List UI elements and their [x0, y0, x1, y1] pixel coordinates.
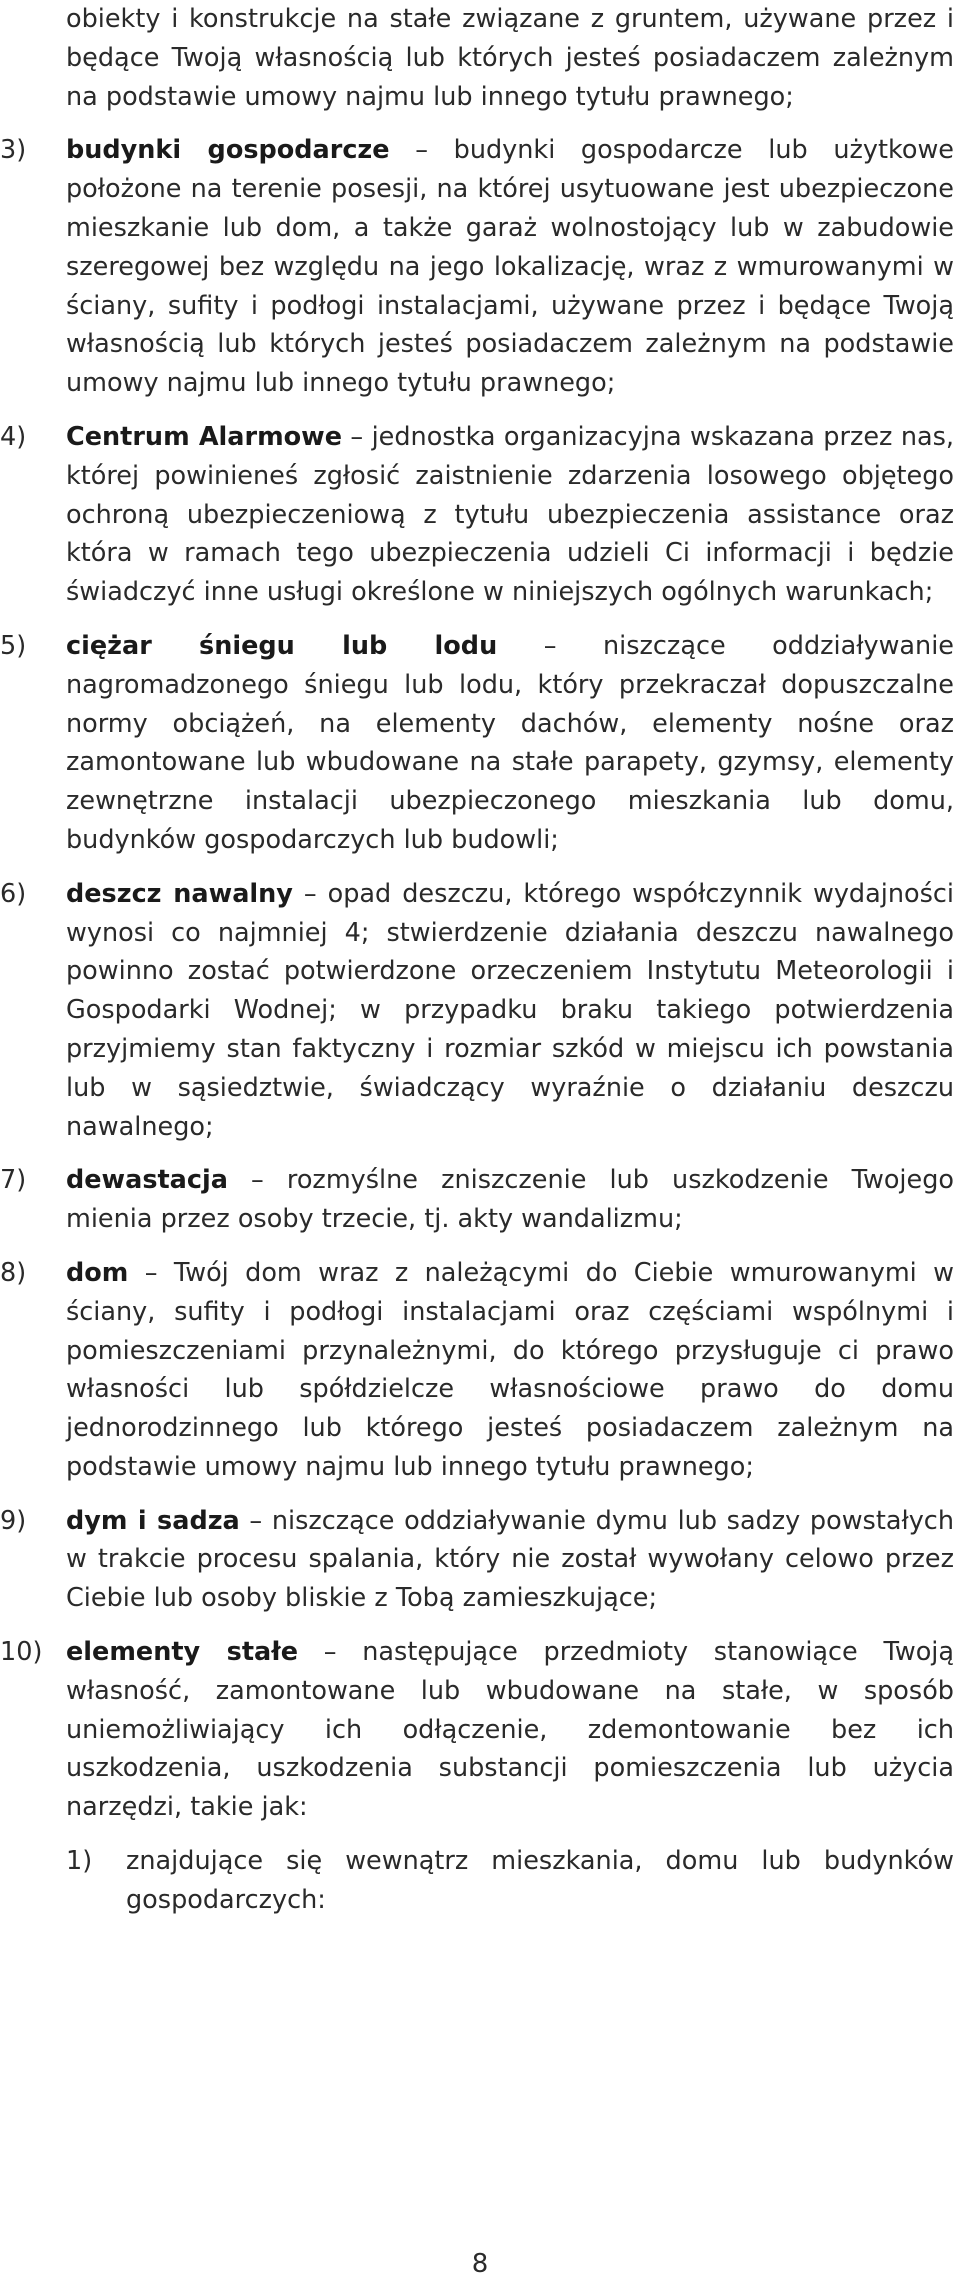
definition-item-8 [0, 1254, 954, 1487]
definition-text [66, 1254, 954, 1487]
definition-text [66, 1502, 954, 1618]
defined-term: deszcz nawalny [66, 878, 293, 909]
definition-body: – następujące przedmioty stanowiące Twoją własność, zamontowane lub wbudowane na stałe, w sposób uniemożliwiający ich odłączenie, zdemontowanie bez ich uszkodzenia, uszkodzenia substancji pomieszczenia lub użycia narzędzi, takie jak: [66, 1637, 955, 1823]
definition-text [66, 627, 954, 860]
definition-body: – opad deszczu, którego współczynnik wydajności wynosi co najmniej 4; stwierdzenie działania deszczu nawalnego powinno zostać potwierdzone orzeczeniem Instytutu Meteorologii i Gospodarki Wodnej; w przypadku braku takiego potwierdzenia przyjmiemy stan faktyczny i rozmiar szkód w miejscu ich powstania lub w sąsiedztwie, świadczący wyraźnie o działaniu deszczu nawalnego; [66, 878, 954, 1142]
item-number: 9) [0, 1505, 27, 1536]
sub-item-1 [66, 1842, 954, 1920]
defined-term: budynki gospodarcze [66, 135, 390, 166]
defined-term: elementy stałe [66, 1637, 299, 1668]
item-number: 5) [0, 630, 27, 661]
definition-body: – budynki gospodarcze lub użytkowe położone na terenie posesji, na której usytuowane jest ubezpieczone mieszkanie lub dom, a także garaż wolnostojący lub w zabudowie szeregowej bez względu na jego lokalizację, wraz z wmurowanymi w ściany, sufity i podłogi instalacjami, używane przez i będące Twoją własnością lub których jesteś posiadaczem zależnym na podstawie umowy najmu lub innego tytułu prawnego; [66, 135, 954, 399]
item-number: 6) [0, 878, 27, 909]
definition-item-4 [0, 418, 954, 612]
defined-term: dym i sadza [66, 1505, 240, 1536]
item-number: 7) [0, 1165, 27, 1196]
defined-term: Centrum Alarmowe [66, 421, 343, 452]
continuation-paragraph: obiekty i konstrukcje na stałe związane z gruntem, używane przez i będące Twoją własnością lub których jesteś posiadaczem zależnym na podstawie umowy najmu lub innego tytułu prawnego; [66, 4, 954, 112]
definition-item-3 [0, 131, 954, 403]
definition-item-7 [0, 1161, 954, 1239]
definition-item-9 [0, 1502, 954, 1618]
defined-term: dom [66, 1257, 129, 1288]
definition-text [66, 1161, 954, 1239]
definition-text [66, 418, 954, 612]
item-number: 10) [0, 1637, 43, 1668]
item-number: 8) [0, 1257, 27, 1288]
sub-item-number: 1) [66, 1846, 93, 1877]
definition-body: – niszczące oddziaływanie dymu lub sadzy powstałych w trakcie procesu spalania, który nie został wywołany celowo przez Ciebie lub osoby bliskie z Tobą zamieszkujące; [66, 1505, 954, 1614]
definition-text [66, 131, 954, 403]
definition-item-10 [0, 1633, 955, 1827]
item-number: 4) [0, 421, 27, 452]
definition-body: – jednostka organizacyjna wskazana przez nas, której powinieneś zgłosić zaistnienie zdarzenia losowego objętego ochroną ubezpieczeniową z tytułu ubezpieczenia assistance oraz która w ramach tego ubezpieczenia udzieli Ci informacji i będzie świadczyć inne usługi określone w niniejszych ogólnych warunkach; [66, 421, 954, 608]
definition-text [66, 1633, 954, 1827]
defined-term: dewastacja [66, 1165, 228, 1196]
definition-text [66, 875, 954, 1147]
definition-body: – rozmyślne zniszczenie lub uszkodzenie Twojego mienia przez osoby trzecie, tj. akty wandalizmu; [66, 1165, 954, 1235]
definition-body: – niszczące oddziaływanie nagromadzonego śniegu lub lodu, który przekraczał dopuszczalne normy obciążeń, na elementy dachów, elementy nośne oraz zamontowane lub wbudowane na stałe parapety, gzymsy, elementy zewnętrzne instalacji ubezpieczonego mieszkania lub domu, budynków gospodarczych lub budowli; [66, 630, 954, 855]
item-number: 3) [0, 135, 27, 166]
definition-item-5 [0, 627, 954, 860]
sub-item-text: znajdujące się wewnątrz mieszkania, domu lub budynków gospodarczych: [126, 1846, 954, 1915]
page-number: 8 [471, 2249, 489, 2279]
defined-term: ciężar śniegu lub lodu [66, 630, 498, 661]
definition-body: – Twój dom wraz z należącymi do Ciebie wmurowanymi w ściany, sufity i podłogi instalacjami oraz częściami wspólnymi i pomieszczeniami przynależnymi, do którego przysługuje ci prawo własności lub spółdzielcze własnościowe prawo do domu jednorodzinnego lub którego jesteś posiadaczem zależnym na podstawie umowy najmu lub innego tytułu prawnego; [66, 1257, 954, 1482]
definition-item-6 [0, 875, 954, 1147]
